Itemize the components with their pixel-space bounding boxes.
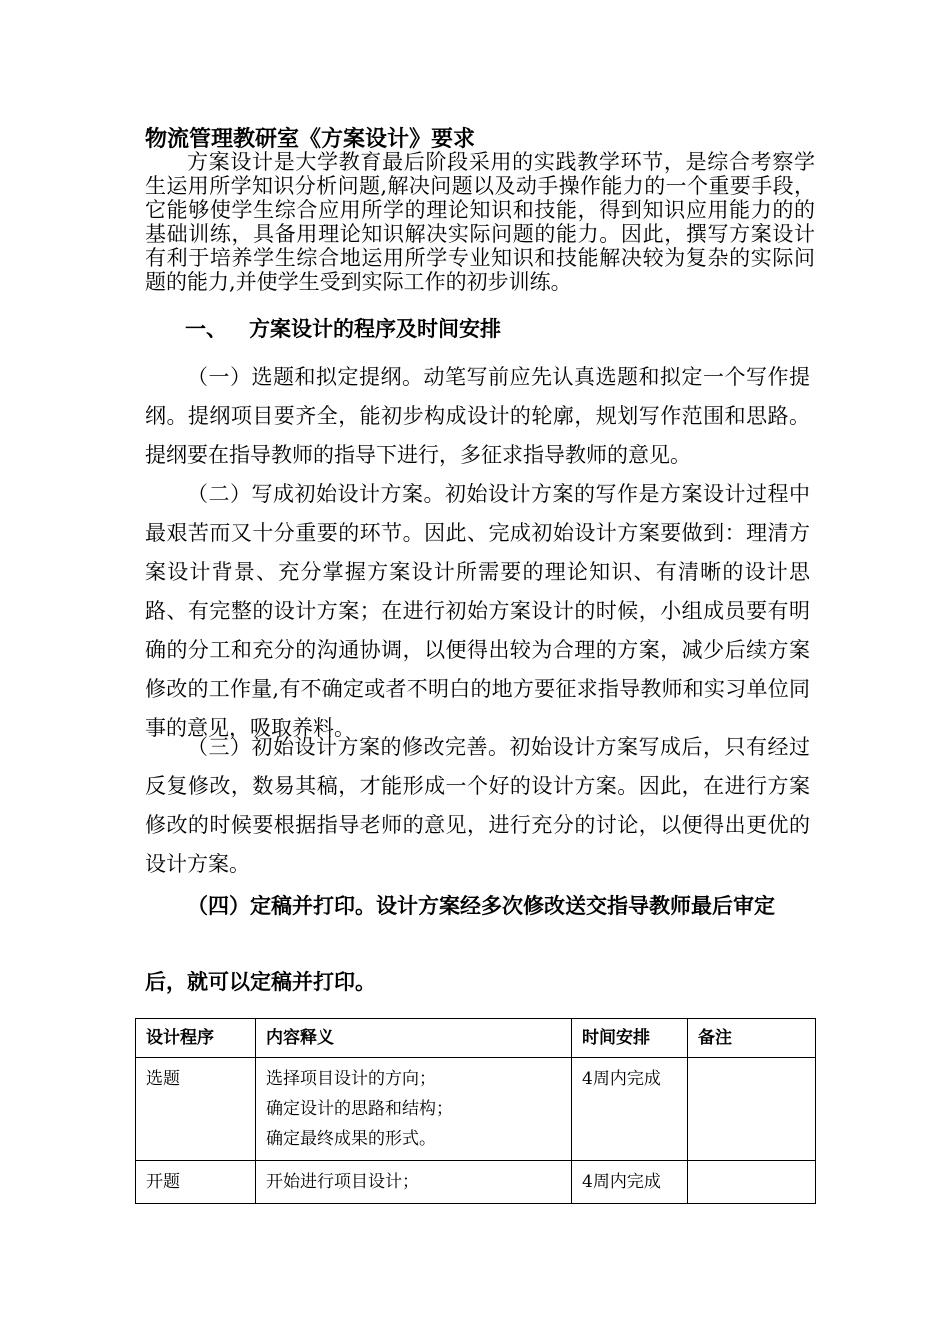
header-stage: 设计程序 bbox=[136, 1019, 256, 1058]
step-1-section bbox=[145, 358, 810, 475]
step-2-section bbox=[145, 475, 810, 748]
step-3-paragraph: （三）初始设计方案的修改完善。初始设计方案写成后，只有经过反复修改，数易其稿，才能形成一个好的设计方案。因此，在进行方案修改的时候要根据指导老师的意见，进行充分的讨论，以便得出更优的设计方案。 bbox=[145, 735, 810, 876]
step-2-paragraph: （二）写成初始设计方案。初始设计方案的写作是方案设计过程中最艰苦而又十分重要的环节。因此、完成初始设计方案要做到：理清方案设计背景、充分掌握方案设计所需要的理论知识、有清晰的设计思路、有完整的设计方案；在进行初始方案设计的时候，小组成员要有明确的分工和充分的沟通协调，以便得出较为合理的方案，减少后续方案修改的工作量,有不确定或者不明白的地方要征求指导教师和实习单位同事的意见，吸取养料。 bbox=[145, 482, 810, 740]
cell-content bbox=[256, 1058, 572, 1161]
content-line: 确定设计的思路和结构； bbox=[266, 1099, 453, 1119]
cell-stage: 选题 bbox=[136, 1058, 256, 1161]
content-line: 开始进行项目设计； bbox=[266, 1172, 419, 1192]
content-line: 选择项目设计的方向； bbox=[266, 1069, 436, 1089]
schedule-table bbox=[135, 1018, 816, 1204]
step-3-section bbox=[145, 728, 810, 884]
cell-time: 4周内完成 bbox=[572, 1161, 688, 1204]
step-1-paragraph: （一）选题和拟定提纲。动笔写前应先认真选题和拟定一个写作提纲。提纲项目要齐全，能初步构成设计的轮廓，规划写作范围和思路。提纲要在指导教师的指导下进行，多征求指导教师的意见。 bbox=[145, 365, 810, 467]
header-content: 内容释义 bbox=[256, 1019, 572, 1058]
header-time: 时间安排 bbox=[572, 1019, 688, 1058]
section-heading-number: 一、 bbox=[185, 316, 227, 341]
step-4-line-1: （四）定稿并打印。设计方案经多次修改送交指导教师最后审定 bbox=[187, 893, 775, 918]
cell-note bbox=[688, 1161, 816, 1204]
cell-stage: 开题 bbox=[136, 1161, 256, 1204]
intro-paragraph: 方案设计是大学教育最后阶段采用的实践教学环节，是综合考察学生运用所学知识分析问题,解决问题以及动手操作能力的一个重要手段，它能够使学生综合应用所学的理论知识和技能，得到知识应用能力的的基础训练，具备用理论知识解决实际问题的能力。因此，撰写方案设计有利于培养学生综合地运用所学专业知识和技能解决较为复杂的实际问题的能力,并使学生受到实际工作的初步训练。 bbox=[145, 150, 815, 294]
section-heading-text: 方案设计的程序及时间安排 bbox=[249, 316, 501, 341]
header-note: 备注 bbox=[688, 1019, 816, 1058]
step-4-line-2: 后，就可以定稿并打印。 bbox=[145, 969, 376, 994]
table-header-row bbox=[136, 1019, 816, 1058]
intro-section bbox=[145, 150, 815, 294]
content-line: 确定最终成果的形式。 bbox=[266, 1129, 436, 1149]
section-heading bbox=[185, 313, 501, 343]
cell-time: 4周内完成 bbox=[572, 1058, 688, 1161]
table-row bbox=[136, 1058, 816, 1161]
document-title: 物流管理教研室《方案设计》要求 bbox=[145, 127, 476, 152]
cell-content bbox=[256, 1161, 572, 1204]
cell-note bbox=[688, 1058, 816, 1161]
table-row bbox=[136, 1161, 816, 1204]
